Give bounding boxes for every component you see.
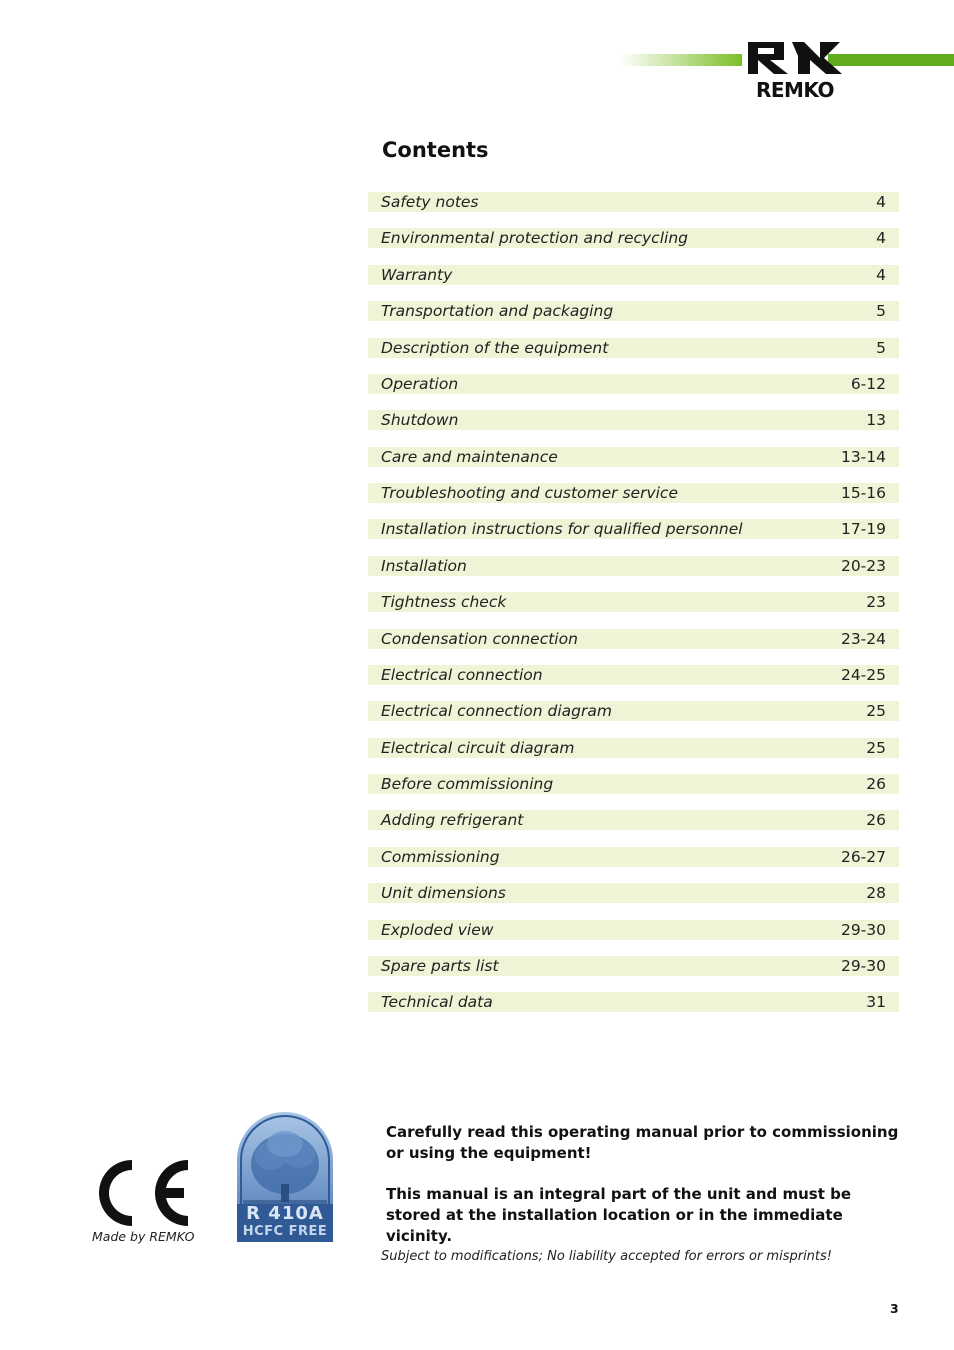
toc-entry-page: 4: [876, 265, 886, 284]
toc-row: [368, 738, 899, 758]
toc-row: [368, 774, 899, 794]
toc-entry-label: Commissioning: [381, 847, 500, 866]
toc-entry-label: Unit dimensions: [381, 884, 506, 903]
toc-row: [368, 301, 899, 321]
toc-entry-label: Condensation connection: [381, 629, 578, 648]
toc-entry-label: Installation: [381, 556, 467, 575]
page-number: 3: [890, 1301, 899, 1316]
toc-entry-page: 23-24: [840, 629, 886, 648]
toc-row: [368, 992, 899, 1012]
toc-row: [368, 519, 899, 539]
toc-entry-page: 25: [866, 702, 886, 721]
toc-entry-label: Before commissioning: [381, 775, 554, 793]
toc-entry-page: 5: [876, 338, 886, 357]
toc-entry-page: 31: [866, 993, 886, 1012]
toc-entry-label: Electrical connection diagram: [381, 702, 612, 721]
notice-store-manual: This manual is an integral part of the unit and must be stored at the installation location or in the immediate vicinity.: [386, 1185, 852, 1245]
logo-text: REMKO: [755, 78, 835, 102]
toc-row: [368, 701, 899, 721]
toc-entry-label: Exploded view: [381, 920, 494, 939]
ce-mark-icon: [92, 1156, 192, 1230]
toc-row: [368, 228, 899, 248]
toc-row: [368, 592, 899, 612]
toc-entry-label: Adding refrigerant: [381, 811, 524, 830]
toc-entry-page: 6-12: [850, 374, 886, 393]
toc-entry-label: Transportation and packaging: [381, 302, 614, 321]
toc-entry-page: 29-30: [840, 956, 886, 975]
toc-entry-page: 15-16: [840, 484, 886, 502]
toc-entry-page: 20-23: [840, 556, 886, 575]
toc-entry-page: 5: [876, 302, 886, 321]
toc-entry-label: Operation: [381, 374, 459, 393]
page-title: Contents: [382, 138, 489, 162]
toc-row: [368, 192, 899, 212]
toc-row: [368, 410, 899, 430]
toc-entry-label: Shutdown: [381, 411, 459, 430]
toc-row: [368, 629, 899, 649]
toc-entry-label: Care and maintenance: [381, 447, 558, 466]
made-by-label: Made by REMKO: [92, 1229, 195, 1244]
toc-entry-label: Electrical connection: [381, 665, 543, 684]
remko-logo: [744, 38, 846, 104]
toc-entry-label: Spare parts list: [381, 956, 499, 975]
toc-row: [368, 810, 899, 830]
header-band-solid: [828, 54, 954, 66]
toc-row: [368, 883, 899, 903]
badge-label-r410a: R 410A: [246, 1203, 324, 1224]
toc-entry-label: Electrical circuit diagram: [381, 738, 575, 757]
toc-entry-page: 28: [866, 884, 886, 903]
toc-entry-label: Warranty: [381, 265, 453, 284]
toc-entry-page: 23: [866, 593, 886, 612]
toc-entry-page: 17-19: [840, 520, 886, 539]
notice-read-manual: Carefully read this operating manual prior to commissioning or using the equipment!: [386, 1123, 899, 1162]
toc-entry-page: 24-25: [840, 665, 886, 684]
table-of-contents: [368, 192, 899, 1029]
remko-logo-mark-icon: [744, 38, 846, 78]
toc-entry-page: 13: [866, 411, 886, 430]
toc-entry-label: Installation instructions for qualified personnel: [381, 520, 743, 539]
toc-entry-page: 26: [866, 775, 886, 793]
badge-label-hcfc-free: HCFC FREE: [242, 1224, 328, 1239]
toc-row: [368, 447, 899, 467]
toc-row: [368, 374, 899, 394]
toc-entry-page: 25: [866, 738, 886, 757]
toc-row: [368, 483, 899, 503]
toc-row: [368, 265, 899, 285]
toc-entry-page: 26-27: [840, 847, 886, 866]
toc-entry-label: Technical data: [381, 993, 493, 1012]
toc-row: [368, 847, 899, 867]
toc-row: [368, 665, 899, 685]
toc-entry-page: 26: [866, 811, 886, 830]
toc-entry-label: Description of the equipment: [381, 338, 609, 357]
toc-row: [368, 338, 899, 358]
toc-entry-label: Environmental protection and recycling: [381, 229, 688, 248]
toc-entry-label: Troubleshooting and customer service: [381, 484, 678, 502]
header-band-gradient: [620, 54, 742, 66]
toc-row: [368, 556, 899, 576]
toc-entry-page: 13-14: [840, 447, 886, 466]
toc-entry-label: Safety notes: [381, 193, 479, 211]
disclaimer: Subject to modifications; No liability accepted for errors or misprints!: [381, 1249, 833, 1264]
toc-entry-page: 4: [876, 229, 886, 248]
toc-row: [368, 956, 899, 976]
toc-entry-label: Tightness check: [381, 593, 507, 612]
toc-entry-page: 29-30: [840, 920, 886, 939]
toc-row: [368, 920, 899, 940]
toc-entry-page: 4: [876, 193, 886, 211]
